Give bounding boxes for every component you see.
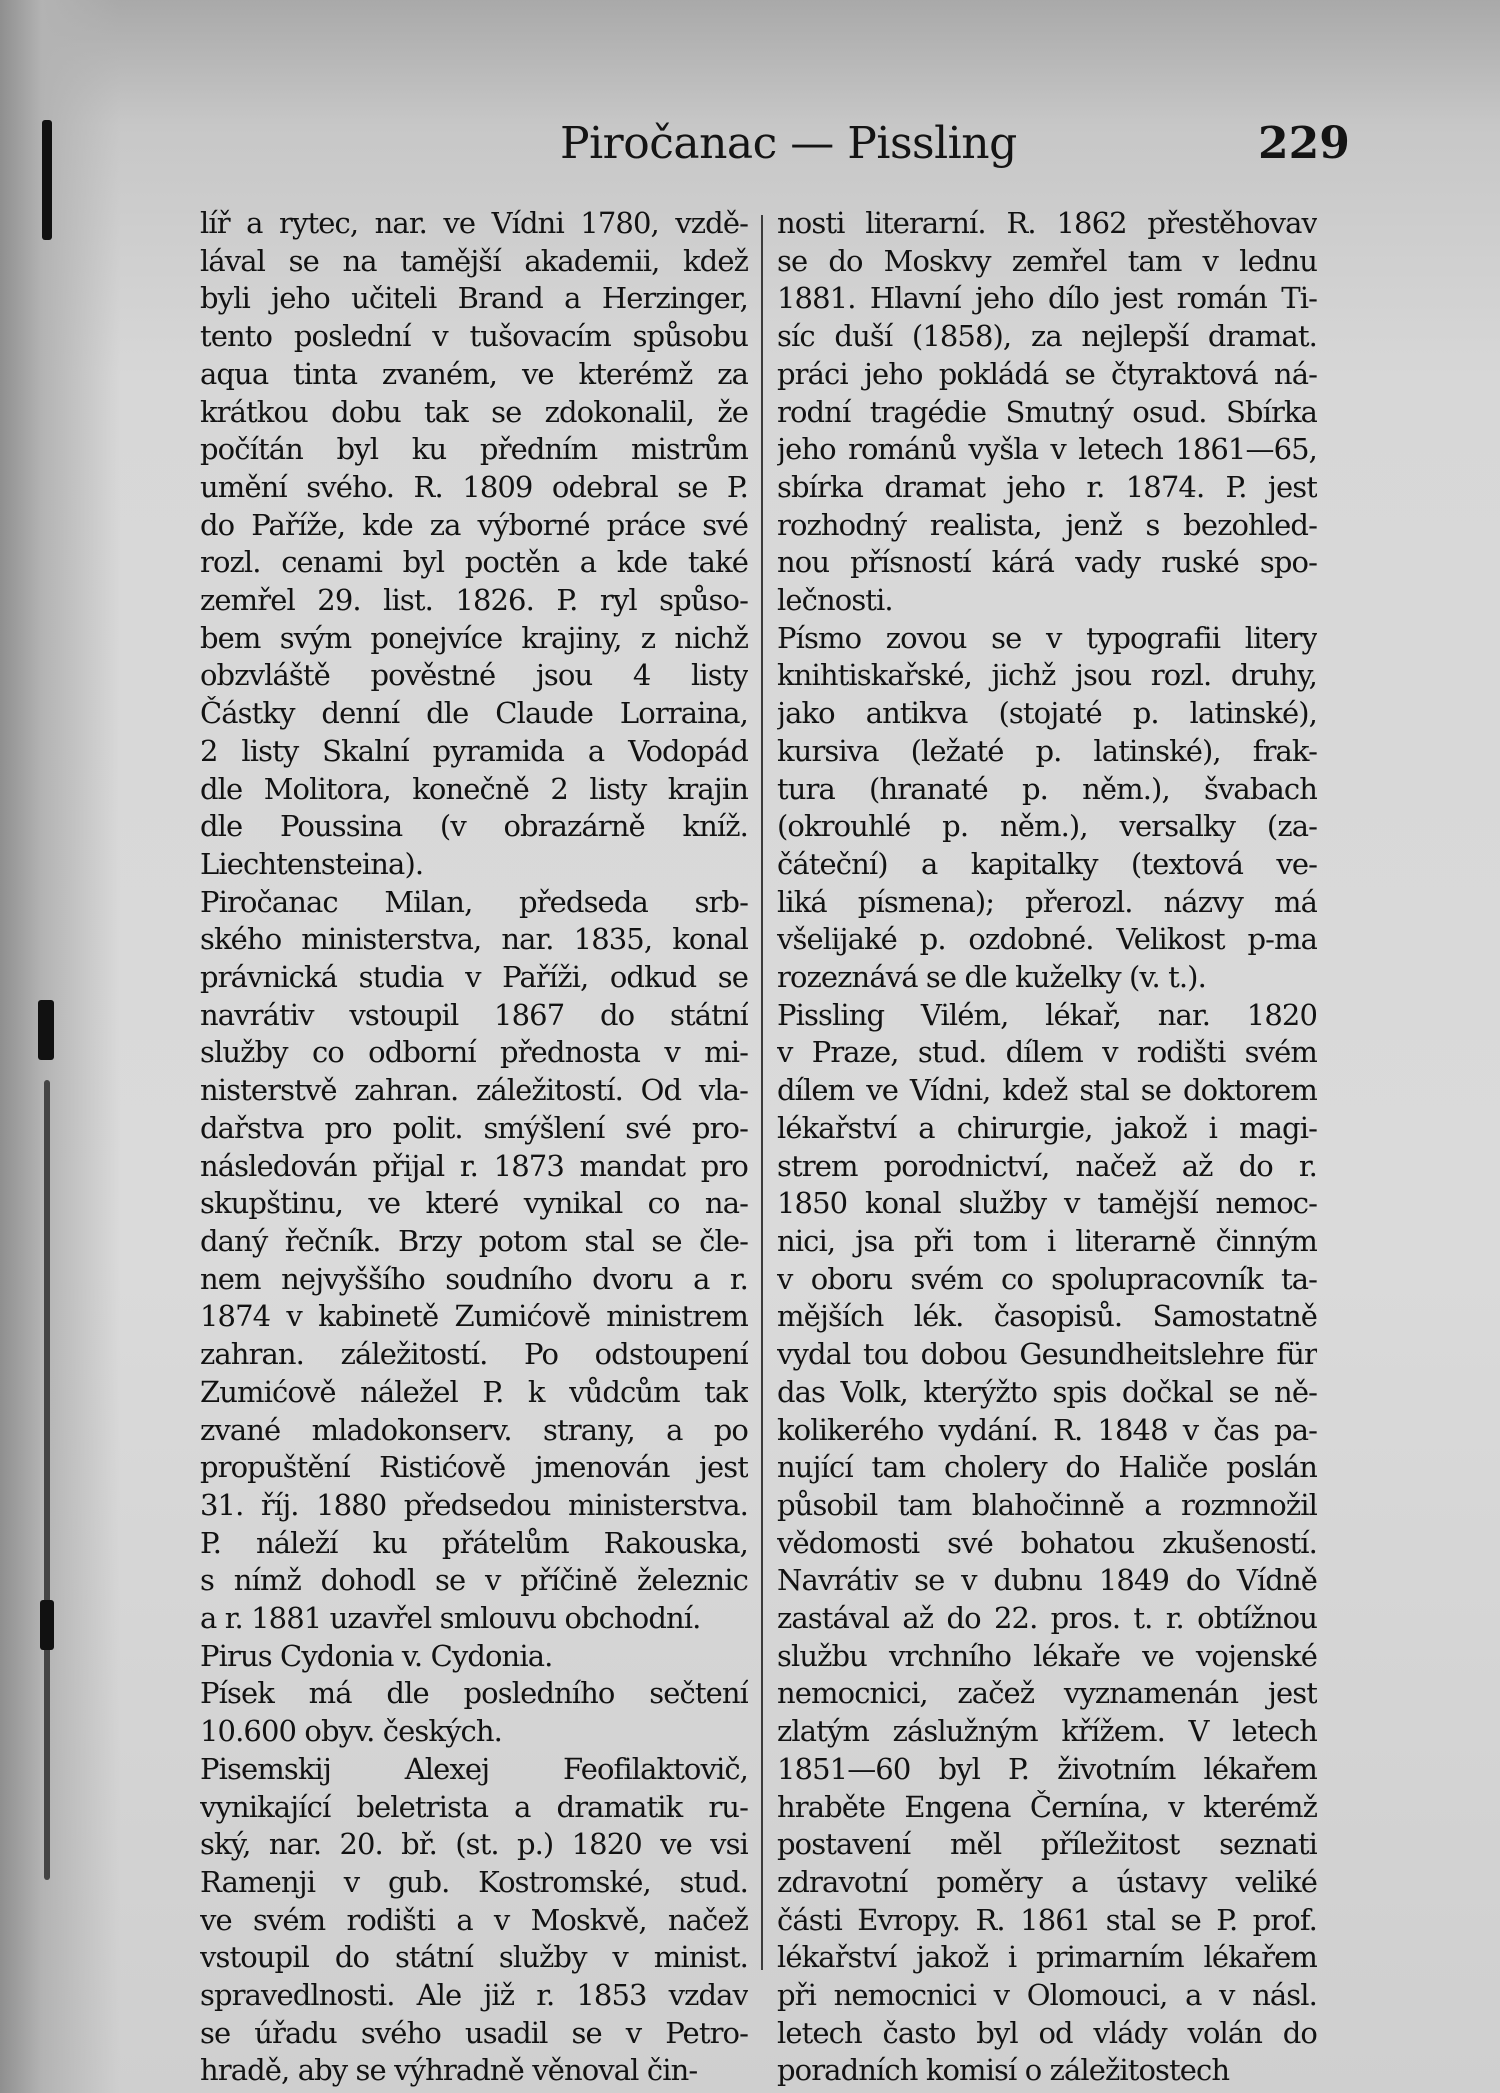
- text-line: jako antikva (stojaté p. latinské),: [777, 696, 1317, 731]
- text-line: 1874 v kabinetě Zumićově ministrem: [200, 1299, 748, 1334]
- text-line: tento poslední v tušovacím spůsobu: [200, 319, 748, 354]
- text-line: 2 listy Skalní pyramida a Vodopád: [200, 733, 748, 768]
- text-line: Piročanac Milan, předseda srb-: [200, 884, 748, 919]
- text-line: dle Molitora, konečně 2 listy krajin: [200, 771, 748, 806]
- text-line: právnická studia v Paříži, odkud se: [200, 960, 748, 995]
- text-line: čáteční) a kapitalky (textová ve-: [777, 846, 1317, 881]
- left-column: [200, 205, 748, 2090]
- text-line: dílem ve Vídni, kdež stal se doktorem: [777, 1073, 1317, 1108]
- text-line: s nímž dohodl se v příčině železnic: [200, 1563, 748, 1598]
- text-line: se do Moskvy zemřel tam v lednu: [777, 243, 1317, 278]
- text-line: v Praze, stud. dílem v rodišti svém: [777, 1035, 1317, 1070]
- text-line: mějších lék. časopisů. Samostatně: [777, 1299, 1317, 1334]
- text-line: rozl. cenami byl poctěn a kde také: [200, 545, 748, 580]
- column-divider: [761, 215, 763, 1970]
- text-line: liká písmena); přerozl. názvy má: [777, 884, 1317, 919]
- text-line: nosti literarní. R. 1862 přestěhovav: [777, 206, 1317, 240]
- binding-mark: [42, 120, 52, 240]
- text-line: das Volk, kterýžto spis dočkal se ně-: [777, 1374, 1317, 1409]
- text-line: službu vrchního lékaře ve vojenské: [777, 1638, 1317, 1673]
- text-line: tura (hranaté p. něm.), švabach: [777, 771, 1317, 806]
- text-line: při nemocnici v Olomouci, a v násl.: [777, 1978, 1317, 2013]
- text-line: 1850 konal služby v tamější nemoc-: [777, 1186, 1317, 1221]
- text-line: kolikerého vydání. R. 1848 v čas pa-: [777, 1412, 1317, 1447]
- right-column: [777, 205, 1317, 2090]
- text-line: 1881. Hlavní jeho dílo jest román Ti-: [777, 281, 1317, 316]
- text-line: spravedlnosti. Ale již r. 1853 vzdav: [200, 1978, 748, 2013]
- text-line: ského ministerstva, nar. 1835, konal: [200, 922, 748, 957]
- text-line: rozeznává se dle kuželky (v. t.).: [777, 960, 1206, 995]
- text-line: sbírka dramat jeho r. 1874. P. jest: [777, 469, 1317, 504]
- text-line: Ramenji v gub. Kostromské, stud.: [200, 1864, 748, 1899]
- text-line: kursiva (ležaté p. latinské), frak-: [777, 733, 1317, 768]
- text-line: vědomosti své bohatou zkušeností.: [777, 1525, 1317, 1560]
- text-line: počítán byl ku předním mistrům: [200, 432, 748, 467]
- text-line: zdravotní poměry a ústavy veliké: [777, 1864, 1317, 1899]
- text-line: do Paříže, kde za výborné práce své: [200, 507, 748, 542]
- text-line: navrátiv vstoupil 1867 do státní: [200, 997, 748, 1032]
- text-line: služby co odborní přednosta v mi-: [200, 1035, 748, 1070]
- text-line: 31. říj. 1880 předsedou ministerstva.: [200, 1487, 748, 1522]
- text-line: působil tam blahočinně a rozmnožil: [777, 1487, 1317, 1522]
- text-line: zlatým záslužným křížem. V letech: [777, 1714, 1317, 1749]
- page-number: 229: [1258, 118, 1350, 169]
- text-line: nem nejvyššího soudního dvoru a r.: [200, 1261, 748, 1296]
- text-line: nou přísností kárá vady ruské spo-: [777, 545, 1317, 580]
- text-line: nisterstvě zahran. záležitostí. Od vla-: [200, 1073, 748, 1108]
- text-line: 1851—60 byl P. životním lékařem: [777, 1751, 1317, 1786]
- text-line: postavení měl příležitost seznati: [777, 1827, 1317, 1862]
- text-line: vynikající beletrista a dramatik ru-: [200, 1789, 748, 1824]
- text-line: vstoupil do státní služby v minist.: [200, 1940, 748, 1975]
- text-line: ský, nar. 20. bř. (st. p.) 1820 ve vsi: [200, 1827, 748, 1862]
- text-line: jeho románů vyšla v letech 1861—65,: [777, 432, 1317, 467]
- running-head: Piročanac — Pissling: [560, 118, 1017, 169]
- text-line: propuštění Ristićově jmenován jest: [200, 1450, 748, 1485]
- binding-mark: [40, 1600, 54, 1650]
- text-line: aqua tinta zvaném, ve kterémž za: [200, 356, 748, 391]
- text-line: (okrouhlé p. něm.), versalky (za-: [777, 809, 1317, 844]
- text-line: 10.600 obyv. českých.: [200, 1714, 502, 1749]
- text-line: následován přijal r. 1873 mandat pro: [200, 1148, 748, 1183]
- text-line: lával se na tamější akademii, kdež: [200, 243, 748, 278]
- text-line: Pisemskij Alexej Feofilaktovič,: [200, 1751, 748, 1786]
- text-line: hradě, aby se výhradně věnoval čin-: [200, 2053, 698, 2088]
- text-line: Navrátiv se v dubnu 1849 do Vídně: [777, 1563, 1317, 1598]
- text-line: se úřadu svého usadil se v Petro-: [200, 2015, 748, 2050]
- text-line: daný řečník. Brzy potom stal se čle-: [200, 1223, 748, 1258]
- text-line: Pirus Cydonia v. Cydonia.: [200, 1638, 553, 1673]
- text-line: líř a rytec, nar. ve Vídni 1780, vzdě-: [200, 206, 748, 240]
- text-line: práci jeho pokládá se čtyraktová ná-: [777, 356, 1317, 391]
- text-line: Písmo zovou se v typografii litery: [777, 620, 1317, 655]
- text-line: letech často byl od vlády volán do: [777, 2015, 1317, 2050]
- text-line: Písek má dle posledního sečtení: [200, 1676, 748, 1711]
- text-line: byli jeho učiteli Brand a Herzinger,: [200, 281, 748, 316]
- text-line: a r. 1881 uzavřel smlouvu obchodní.: [200, 1601, 701, 1636]
- text-line: krátkou dobu tak se zdokonalil, že: [200, 394, 748, 429]
- text-line: dle Poussina (v obrazárně kníž.: [200, 809, 748, 844]
- text-line: zvané mladokonserv. strany, a po: [200, 1412, 748, 1447]
- text-line: bem svým ponejvíce krajiny, z nichž: [200, 620, 748, 655]
- binding-mark: [44, 1080, 50, 1880]
- text-line: části Evropy. R. 1861 stal se P. prof.: [777, 1902, 1317, 1937]
- text-line: umění svého. R. 1809 odebral se P.: [200, 469, 748, 504]
- text-line: strem porodnictví, načež až do r.: [777, 1148, 1317, 1183]
- binding-mark: [38, 1000, 54, 1060]
- text-line: ve svém rodišti a v Moskvě, načež: [200, 1902, 748, 1937]
- text-line: rozhodný realista, jenž s bezohled-: [777, 507, 1317, 542]
- text-line: Částky denní dle Claude Lorraina,: [200, 696, 748, 731]
- text-line: dařstva pro polit. smýšlení své pro-: [200, 1110, 748, 1145]
- text-line: všelijaké p. ozdobné. Velikost p-ma: [777, 922, 1317, 957]
- text-line: síc duší (1858), za nejlepší dramat.: [777, 319, 1317, 354]
- text-line: lečnosti.: [777, 583, 893, 618]
- text-line: zastával až do 22. pros. t. r. obtížnou: [777, 1601, 1317, 1636]
- page-binding-shadow: [0, 0, 120, 2093]
- text-line: knihtiskařské, jichž jsou rozl. druhy,: [777, 658, 1317, 693]
- text-line: lékařství jakož i primarním lékařem: [777, 1940, 1317, 1975]
- text-line: rodní tragédie Smutný osud. Sbírka: [777, 394, 1317, 429]
- text-line: vydal tou dobou Gesundheitslehre für: [777, 1337, 1317, 1372]
- text-line: v oboru svém co spolupracovník ta-: [777, 1261, 1317, 1296]
- text-line: zemřel 29. list. 1826. P. ryl spůso-: [200, 583, 748, 618]
- text-line: obzvláště pověstné jsou 4 listy: [200, 658, 748, 693]
- text-line: nující tam cholery do Haliče poslán: [777, 1450, 1317, 1485]
- text-line: lékařství a chirurgie, jakož i magi-: [777, 1110, 1317, 1145]
- text-line: nici, jsa při tom i literarně činným: [777, 1223, 1317, 1258]
- text-line: zahran. záležitostí. Po odstoupení: [200, 1337, 748, 1372]
- text-line: P. náleží ku přátelům Rakouska,: [200, 1525, 748, 1560]
- text-line: Pissling Vilém, lékař, nar. 1820: [777, 997, 1317, 1032]
- text-line: Zumićově náležel P. k vůdcům tak: [200, 1374, 748, 1409]
- text-line: Liechtensteina).: [200, 846, 424, 881]
- text-line: poradních komisí o záležitostech: [777, 2053, 1230, 2088]
- text-line: hraběte Engena Černína, v kterémž: [777, 1789, 1317, 1824]
- text-line: nemocnici, začež vyznamenán jest: [777, 1676, 1317, 1711]
- text-line: skupštinu, ve které vynikal co na-: [200, 1186, 748, 1221]
